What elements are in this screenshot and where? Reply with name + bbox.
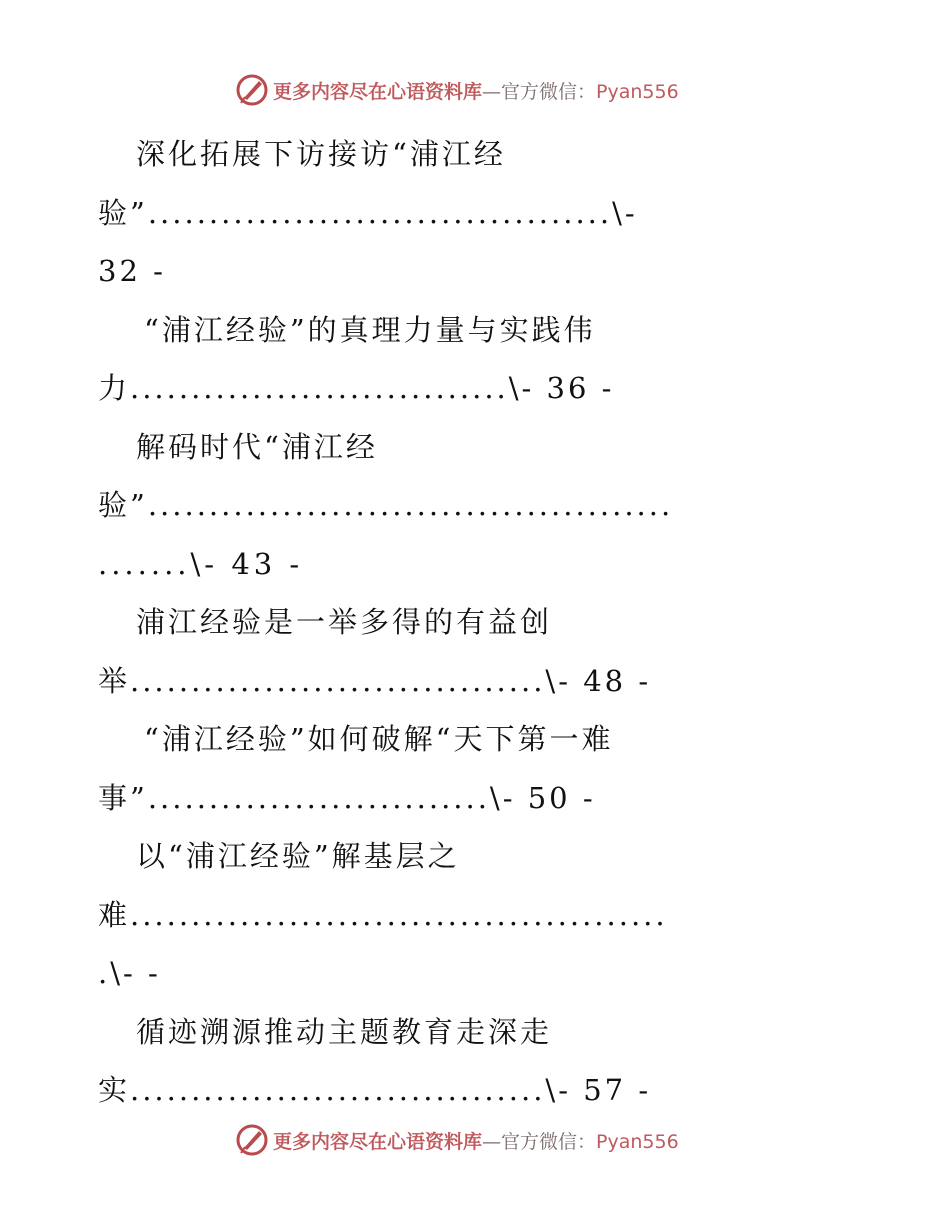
toc-entry-title[interactable]: 循迹溯源推动主题教育走深走	[136, 1014, 553, 1049]
table-of-contents	[98, 125, 848, 1120]
toc-entry-title[interactable]: 以“浦江经验”解基层之	[136, 839, 460, 873]
header-watermark-banner	[235, 72, 715, 108]
banner-text: 更多内容尽在心语资料库—官方微信：Pyan556	[273, 80, 679, 103]
footer-watermark-banner	[235, 1122, 715, 1158]
quill-pen-logo-icon	[235, 73, 269, 107]
toc-entry-leader[interactable]: 力...............................\- 36 -	[98, 371, 615, 405]
toc-entry-title[interactable]: 解码时代“浦江经	[136, 429, 378, 464]
toc-entry-title[interactable]: “浦江经验”的真理力量与实践伟	[144, 312, 596, 347]
quill-pen-logo-icon	[235, 1123, 269, 1157]
toc-entry-leader[interactable]: 举..................................\- 48 -	[98, 663, 652, 698]
toc-entry-leader[interactable]: 验”...........................................	[98, 488, 674, 522]
toc-entry-page[interactable]: .\- -	[98, 956, 161, 990]
banner-text: 更多内容尽在心语资料库—官方微信：Pyan556	[273, 1130, 679, 1153]
toc-entry-leader[interactable]: 实..................................\- 57 -	[98, 1073, 652, 1107]
toc-entry-title[interactable]: 浦江经验是一举多得的有益创	[136, 605, 553, 639]
toc-entry-title[interactable]: “浦江经验”如何破解“天下第一难	[144, 722, 614, 756]
toc-entry-leader[interactable]: 事”............................\- 50 -	[98, 780, 596, 815]
toc-entry-leader[interactable]: 难............................................	[98, 897, 668, 932]
toc-entry-title[interactable]: 深化拓展下访接访“浦江经	[136, 137, 506, 171]
toc-entry-page[interactable]: 32 -	[98, 254, 166, 288]
toc-entry-leader[interactable]: 验”......................................\-	[98, 195, 638, 230]
toc-entry-page[interactable]: .......\- 43 -	[98, 546, 304, 581]
